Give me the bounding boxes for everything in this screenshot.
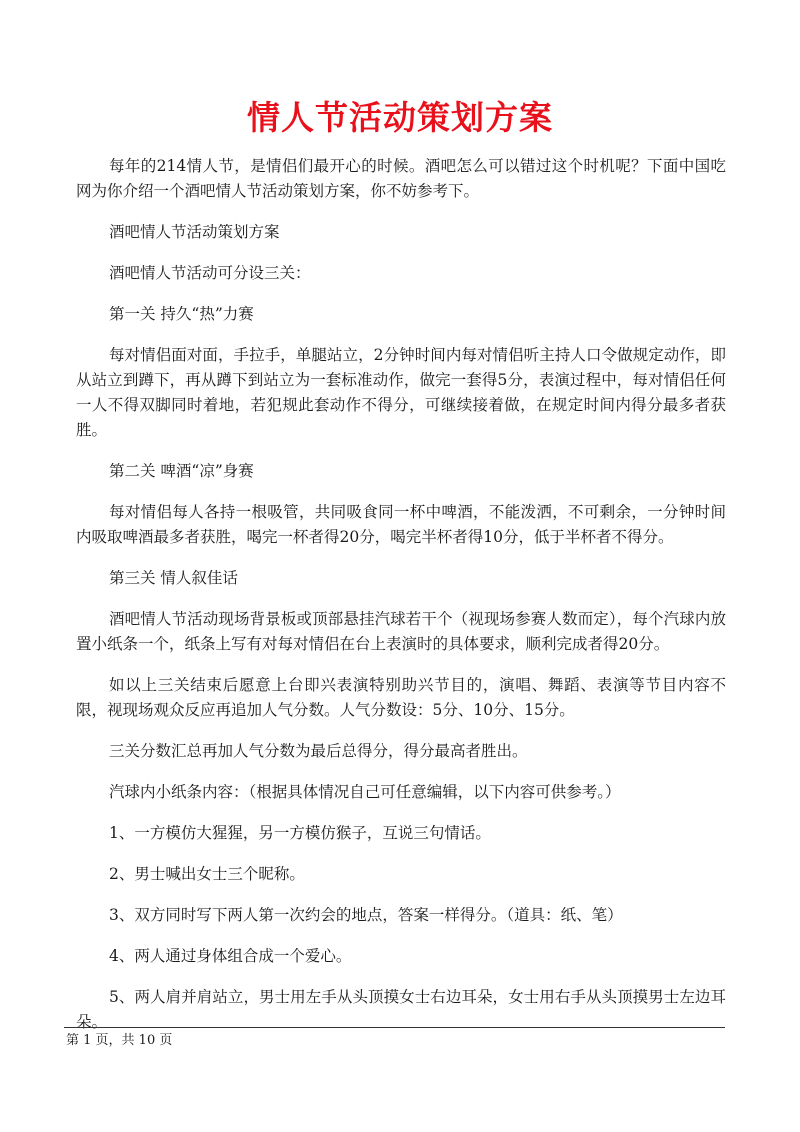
list-item: 1、一方模仿大猩猩，另一方模仿猴子，互说三句情话。 (109, 824, 491, 842)
list-item: 3、双方同时写下两人第一次约会的地点，答案一样得分。（道具：纸、笔） (109, 906, 623, 924)
paragraph-level-2-heading: 第二关 啤酒“凉”身赛 (109, 462, 254, 480)
paragraph-level-1-rules: 每对情侣面对面，手拉手，单腿站立，2分钟时间内每对情侣听主持人口令做规定动作，即从站立到蹲下，再从蹲下到站立为一套标准动作，做完一套得5分，表演过程中，每对情侣任何一人不得双脚同时着地，若犯规此套动作不得分，可继续接着做，在规定时间内得分最多者获胜。 (76, 346, 726, 439)
document-title: 情人节活动策划方案 (247, 98, 553, 137)
paragraph-balloon-notes-heading: 汽球内小纸条内容：（根据具体情况自己可任意编辑，以下内容可供参考。） (109, 783, 621, 801)
paragraph-level-3-heading: 第三关 情人叙佳话 (109, 569, 238, 587)
list-item: 5、两人肩并肩站立，男士用左手从头顶摸女士右边耳朵，女士用右手从头顶摸男士左边耳朵。 (76, 988, 726, 1031)
paragraph-bonus-performance: 如以上三关结束后愿意上台即兴表演特别助兴节目的，演唱、舞蹈、表演等节目内容不限，视现场观众反应再追加人气分数。人气分数设：5分、10分、15分。 (76, 676, 726, 719)
paragraph-level-3-rules: 酒吧情人节活动现场背景板或顶部悬挂汽球若干个（视现场参赛人数而定），每个汽球内放置小纸条一个，纸条上写有对每对情侣在台上表演时的具体要求，顺利完成者得20分。 (76, 610, 726, 653)
paragraph-final-score: 三关分数汇总再加人气分数为最后总得分，得分最高者胜出。 (109, 742, 528, 760)
list-item: 2、男士喊出女士三个昵称。 (109, 865, 305, 883)
paragraph-level-1-heading: 第一关 持久“热”力赛 (109, 305, 254, 323)
paragraph-level-2-rules: 每对情侣每人各持一根吸管，共同吸食同一杯中啤酒，不能泼洒，不可剩余，一分钟时间内吸取啤酒最多者获胜，喝完一杯者得20分，喝完半杯者得10分，低于半杯者不得分。 (76, 503, 726, 546)
page-number-footer: 第 1 页，共 10 页 (66, 1033, 173, 1048)
list-item: 4、两人通过身体组合成一个爱心。 (109, 947, 352, 965)
paragraph-plan-heading: 酒吧情人节活动策划方案 (109, 223, 280, 241)
paragraph-three-levels: 酒吧情人节活动可分设三关： (109, 264, 311, 282)
footer-divider (64, 1027, 725, 1028)
paragraph-intro: 每年的214情人节，是情侣们最开心的时候。酒吧怎么可以错过这个时机呢？下面中国吃网为你介绍一个酒吧情人节活动策划方案，你不妨参考下。 (76, 157, 726, 200)
document-body (76, 154, 726, 1051)
